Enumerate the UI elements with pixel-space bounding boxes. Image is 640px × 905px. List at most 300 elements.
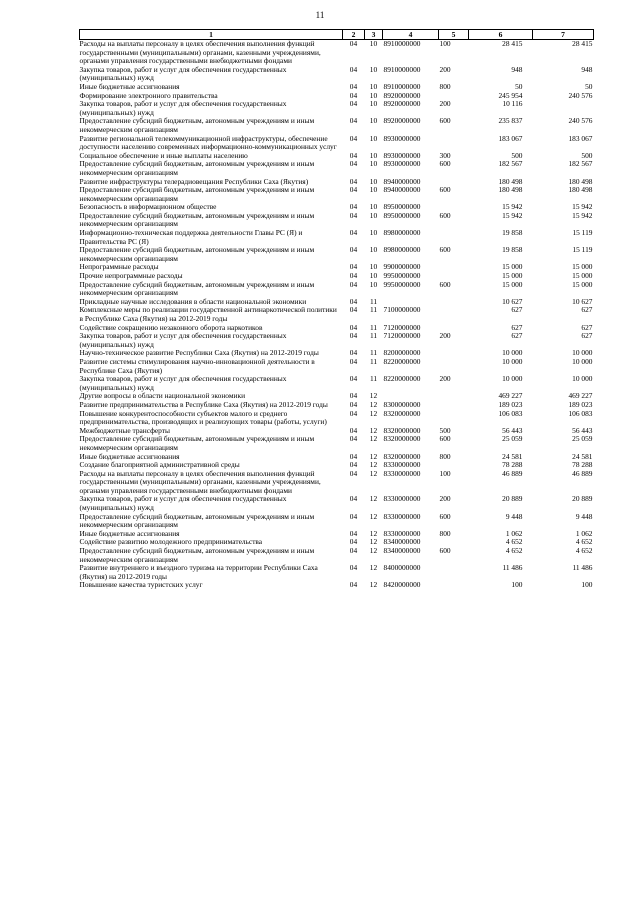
row-target-article: 8930000000 xyxy=(383,133,421,143)
row-amount-2: 182 567 xyxy=(568,159,593,169)
row-target-article: 8330000000 xyxy=(383,468,421,478)
row-amount-1: 627 xyxy=(511,322,523,332)
row-expense-type xyxy=(439,229,469,246)
row-amount-1: 9 448 xyxy=(505,511,523,521)
table-row xyxy=(80,135,594,152)
row-target-article: 8330000000 xyxy=(383,494,421,504)
table-row xyxy=(80,281,594,298)
row-target-article: 9950000000 xyxy=(383,271,421,281)
row-name: Закупка товаров, работ и услуг для обеспечения государственных (муниципальных) нужд xyxy=(79,99,287,117)
table-row xyxy=(80,547,594,564)
row-amount-1: 15 942 xyxy=(502,202,523,212)
row-name: Социальное обеспечение и иные выплаты населению xyxy=(79,150,248,160)
row-subsection: 10 xyxy=(369,64,378,74)
row-name: Содействие развитию молодежного предпринимательства xyxy=(79,537,263,547)
table-row xyxy=(80,332,594,349)
row-name: Содействие сокращению незаконного оборота наркотиков xyxy=(79,322,263,332)
row-target-article: 8920000000 xyxy=(383,90,421,100)
row-section: 04 xyxy=(349,580,358,590)
row-section: 04 xyxy=(349,202,358,212)
row-target-article: 8330000000 xyxy=(383,511,421,521)
row-amount-2: 106 083 xyxy=(568,408,593,418)
page-number: 11 xyxy=(315,10,325,20)
row-subsection: 10 xyxy=(369,133,378,143)
row-amount-1: 469 227 xyxy=(498,391,523,401)
row-section: 04 xyxy=(349,279,358,289)
row-target-article: 7100000000 xyxy=(383,305,421,315)
row-subsection: 10 xyxy=(369,159,378,169)
row-subsection: 10 xyxy=(369,39,378,48)
row-target-article: 8320000000 xyxy=(383,425,421,435)
row-amount-1: 4 652 xyxy=(505,546,523,556)
row-amount-1: 10 000 xyxy=(502,356,523,366)
row-expense-type: 800 xyxy=(439,81,451,91)
row-subsection: 10 xyxy=(369,271,378,281)
row-amount-2: 9 448 xyxy=(575,511,593,521)
row-target-article: 8940000000 xyxy=(383,176,421,186)
row-expense-type: 200 xyxy=(439,64,451,74)
row-section: 04 xyxy=(349,374,358,384)
row-name: Развитие региональной телекоммуникационной инфраструктуры, обеспечение доступности населению современных информационно-коммуникационных услуг xyxy=(79,133,337,152)
row-expense-type: 800 xyxy=(439,528,451,538)
row-expense-type: 300 xyxy=(439,150,451,160)
row-section: 04 xyxy=(349,39,358,48)
row-subsection: 10 xyxy=(369,90,378,100)
row-amount-2: 56 443 xyxy=(572,425,593,435)
row-subsection: 11 xyxy=(369,296,378,306)
row-expense-type xyxy=(439,564,469,581)
row-amount-2: 15 942 xyxy=(572,210,593,220)
row-amount-2: 1 062 xyxy=(575,528,593,538)
row-amount-2: 10 000 xyxy=(572,356,593,366)
row-amount-1: 4 652 xyxy=(505,537,523,547)
row-section: 04 xyxy=(349,150,358,160)
row-amount-2: 240 576 xyxy=(568,116,593,126)
row-target-article: 8220000000 xyxy=(383,374,421,384)
row-subsection: 12 xyxy=(369,494,378,504)
row-section: 04 xyxy=(349,425,358,435)
row-section: 04 xyxy=(349,460,358,470)
row-name: Создание благоприятной административной среды xyxy=(79,460,240,470)
row-target-article: 8950000000 xyxy=(383,202,421,212)
table-row xyxy=(80,564,594,581)
row-subsection: 12 xyxy=(369,425,378,435)
row-expense-type xyxy=(439,358,469,375)
row-subsection: 12 xyxy=(369,511,378,521)
row-section: 04 xyxy=(349,322,358,332)
row-amount-2: 25 059 xyxy=(572,434,593,444)
row-amount-2: 50 xyxy=(585,81,593,91)
row-subsection: 12 xyxy=(369,451,378,461)
row-target-article: 8420000000 xyxy=(383,580,421,590)
row-target-article: 8930000000 xyxy=(383,159,421,169)
row-section: 04 xyxy=(349,494,358,504)
row-amount-1: 25 059 xyxy=(502,434,523,444)
row-section: 04 xyxy=(349,116,358,126)
row-expense-type: 600 xyxy=(439,434,451,444)
row-expense-type xyxy=(439,392,469,401)
row-name: Предоставление субсидий бюджетным, автономным учреждениям и иным некоммерческим организациям xyxy=(79,116,315,134)
row-expense-type xyxy=(439,581,469,590)
row-amount-2: 627 xyxy=(581,322,593,332)
row-amount-2: 15 000 xyxy=(572,262,593,272)
row-amount-1: 245 954 xyxy=(498,90,523,100)
row-section: 04 xyxy=(349,356,358,366)
row-name: Предоставление субсидий бюджетным, автономным учреждениям и иным некоммерческим организациям xyxy=(79,546,315,564)
row-amount-2: 15 000 xyxy=(572,279,593,289)
table-body xyxy=(80,40,594,591)
row-section: 04 xyxy=(349,262,358,272)
row-subsection: 10 xyxy=(369,116,378,126)
row-amount-2: 15 119 xyxy=(572,245,593,255)
row-amount-1: 46 889 xyxy=(502,468,523,478)
table-row xyxy=(80,495,594,512)
row-amount-2: 948 xyxy=(581,64,593,74)
row-subsection: 12 xyxy=(369,580,378,590)
row-section: 04 xyxy=(349,99,358,109)
table-row xyxy=(80,435,594,452)
row-section: 04 xyxy=(349,331,358,341)
row-target-article: 8950000000 xyxy=(383,210,421,220)
row-name: Развитие инфраструктуры телерадиовещания Республики Саха (Якутия) xyxy=(79,176,309,186)
row-amount-2: 4 652 xyxy=(575,546,593,556)
table-row xyxy=(80,410,594,427)
row-target-article: 9900000000 xyxy=(383,262,421,272)
row-target-article: 8980000000 xyxy=(383,245,421,255)
row-name: Развитие предпринимательства в Республике Саха (Якутия) на 2012-2019 годы xyxy=(79,399,328,409)
row-section: 04 xyxy=(349,296,358,306)
row-section: 04 xyxy=(349,528,358,538)
column-header-target-article: 4 xyxy=(383,30,439,40)
row-amount-1: 11 486 xyxy=(502,563,523,573)
row-expense-type xyxy=(439,401,469,410)
row-section: 04 xyxy=(349,64,358,74)
row-section: 04 xyxy=(349,133,358,143)
row-subsection: 10 xyxy=(369,81,378,91)
row-amount-1: 19 858 xyxy=(502,245,523,255)
row-subsection: 12 xyxy=(369,537,378,547)
row-subsection: 12 xyxy=(369,460,378,470)
row-amount-1: 106 083 xyxy=(498,408,523,418)
row-amount-2: 10 000 xyxy=(572,348,593,358)
row-amount-2: 183 067 xyxy=(568,133,593,143)
row-expense-type: 200 xyxy=(439,494,451,504)
row-name: Информационно-техническая поддержка деятельности Главы РС (Я) и Правительства РС (Я) xyxy=(79,228,303,246)
row-amount-2 xyxy=(533,100,594,117)
row-expense-type xyxy=(439,306,469,323)
row-amount-2: 20 889 xyxy=(572,494,593,504)
row-subsection: 10 xyxy=(369,228,378,238)
row-subsection: 10 xyxy=(369,150,378,160)
row-amount-2: 46 889 xyxy=(572,468,593,478)
row-name: Расходы на выплаты персоналу в целях обеспечения выполнения функций государственными (муниципальными) органами, казенными учреждениями, органами управления государственными внебюджетными фондами xyxy=(79,468,321,495)
row-name: Развитие внутреннего и въездного туризма на территории Республики Саха (Якутия) на 2012-2019 годы xyxy=(79,563,318,581)
row-name: Предоставление субсидий бюджетным, автономным учреждениям и иным некоммерческим организациям xyxy=(79,210,315,229)
row-subsection: 11 xyxy=(369,331,378,341)
row-section: 04 xyxy=(349,90,358,100)
row-amount-1: 15 000 xyxy=(502,262,523,272)
row-target-article: 8930000000 xyxy=(383,150,421,160)
row-name: Прикладные научные исследования в области национальной экономики xyxy=(79,296,307,306)
row-name: Непрограммные расходы xyxy=(79,262,159,272)
column-header-amount-1: 6 xyxy=(469,30,533,40)
row-amount-1: 100 xyxy=(511,580,523,590)
row-amount-1: 627 xyxy=(511,305,523,315)
row-name: Предоставление субсидий бюджетным, автономным учреждениям и иным некоммерческим организациям xyxy=(79,185,315,203)
column-header-subsection: 3 xyxy=(365,30,383,40)
row-expense-type: 200 xyxy=(439,99,451,109)
row-amount-1: 15 000 xyxy=(502,279,523,289)
row-subsection: 11 xyxy=(369,374,378,384)
row-amount-1: 235 837 xyxy=(498,116,523,126)
row-name: Научно-техническое развитие Республики Саха (Якутия) на 2012-2019 годы xyxy=(79,348,319,358)
row-amount-1: 15 000 xyxy=(502,271,523,281)
table-row xyxy=(80,246,594,263)
row-name: Формирование электронного правительства xyxy=(79,90,218,100)
table-row xyxy=(80,160,594,177)
row-amount-2: 4 652 xyxy=(575,537,593,547)
row-expense-type xyxy=(439,263,469,272)
row-section: 04 xyxy=(349,563,358,573)
row-amount-1: 500 xyxy=(511,150,523,160)
row-section: 04 xyxy=(349,228,358,238)
row-subsection: 12 xyxy=(369,468,378,478)
row-name: Предоставление субсидий бюджетным, автономным учреждениям и иным некоммерческим организациям xyxy=(79,245,315,263)
row-target-article: 8300000000 xyxy=(383,399,421,409)
table-row xyxy=(80,212,594,229)
row-expense-type: 600 xyxy=(439,116,451,126)
row-amount-1: 10 000 xyxy=(502,374,523,384)
row-target-article: 8920000000 xyxy=(383,116,421,126)
row-amount-1: 78 288 xyxy=(502,460,523,470)
table-row xyxy=(80,100,594,117)
row-name: Закупка товаров, работ и услуг для обеспечения государственных (муниципальных) нужд xyxy=(79,494,287,513)
row-target-article: 8330000000 xyxy=(383,528,421,538)
row-target-article: 8920000000 xyxy=(383,99,421,109)
row-amount-1: 24 581 xyxy=(502,451,523,461)
row-expense-type: 100 xyxy=(439,39,451,48)
row-subsection: 10 xyxy=(369,262,378,272)
row-amount-2: 240 576 xyxy=(568,90,593,100)
row-subsection: 10 xyxy=(369,99,378,109)
row-name: Предоставление субсидий бюджетным, автономным учреждениям и иным некоммерческим организациям xyxy=(79,159,315,177)
table-row xyxy=(80,306,594,323)
row-amount-2: 627 xyxy=(581,331,593,341)
row-name: Другие вопросы в области национальной экономики xyxy=(79,391,246,401)
row-expense-type: 200 xyxy=(439,374,451,384)
row-subsection: 12 xyxy=(369,546,378,556)
row-target-article: 8400000000 xyxy=(383,563,421,573)
row-amount-1: 50 xyxy=(515,81,523,91)
row-expense-type: 600 xyxy=(439,210,451,220)
row-amount-2: 10 000 xyxy=(572,374,593,384)
row-subsection: 12 xyxy=(369,434,378,444)
row-amount-1: 10 627 xyxy=(502,296,523,306)
row-section: 04 xyxy=(349,408,358,418)
row-name: Предоставление субсидий бюджетным, автономным учреждениям и иным некоммерческим организациям xyxy=(79,279,315,298)
row-section: 04 xyxy=(349,176,358,186)
row-target-article: 8340000000 xyxy=(383,546,421,556)
row-expense-type: 600 xyxy=(439,159,451,169)
row-amount-2: 180 498 xyxy=(568,176,593,186)
row-expense-type xyxy=(439,298,469,307)
row-expense-type xyxy=(439,135,469,152)
row-amount-1: 10 000 xyxy=(502,348,523,358)
row-name: Безопасность в информационном обществе xyxy=(79,202,217,212)
row-expense-type: 100 xyxy=(439,468,451,478)
row-name: Иные бюджетные ассигнования xyxy=(79,528,180,538)
row-section: 04 xyxy=(349,271,358,281)
row-amount-2: 189 023 xyxy=(568,399,593,409)
row-subsection: 12 xyxy=(369,391,378,401)
column-header-expense-type: 5 xyxy=(439,30,469,40)
column-header-amount-2: 7 xyxy=(533,30,594,40)
row-subsection: 10 xyxy=(369,279,378,289)
row-target-article: 8940000000 xyxy=(383,185,421,195)
row-name: Прочие непрограммные расходы xyxy=(79,271,183,281)
row-subsection: 11 xyxy=(369,356,378,366)
row-target-article: 8980000000 xyxy=(383,228,421,238)
table-row xyxy=(80,375,594,392)
row-subsection: 10 xyxy=(369,245,378,255)
row-subsection: 11 xyxy=(369,305,378,315)
row-target-article: 8340000000 xyxy=(383,537,421,547)
table-row xyxy=(80,581,594,590)
row-subsection: 11 xyxy=(369,348,378,358)
row-name: Расходы на выплаты персоналу в целях обеспечения выполнения функций государственными (муниципальными) органами, казенными учреждениями, органами управления государственными внебюджетными фондами xyxy=(79,39,321,66)
row-amount-1: 56 443 xyxy=(502,425,523,435)
row-amount-1: 28 415 xyxy=(502,39,523,48)
row-section: 04 xyxy=(349,245,358,255)
row-amount-1: 19 858 xyxy=(502,228,523,238)
table-header xyxy=(80,30,594,40)
row-section: 04 xyxy=(349,546,358,556)
row-amount-2: 500 xyxy=(581,150,593,160)
row-target-article: 8320000000 xyxy=(383,434,421,444)
row-name: Иные бюджетные ассигнования xyxy=(79,81,180,91)
row-section: 04 xyxy=(349,399,358,409)
row-name: Закупка товаров, работ и услуг для обеспечения государственных (муниципальных) нужд xyxy=(79,64,287,83)
row-name: Предоставление субсидий бюджетным, автономным учреждениям и иным некоммерческим организациям xyxy=(79,511,315,530)
row-target-article: 8200000000 xyxy=(383,348,421,358)
row-subsection: 10 xyxy=(369,202,378,212)
row-subsection: 11 xyxy=(369,322,378,332)
row-expense-type xyxy=(439,349,469,358)
row-target-article: 8320000000 xyxy=(383,408,421,418)
row-name: Межбюджетные трансферты xyxy=(79,425,170,435)
row-expense-type: 600 xyxy=(439,185,451,195)
row-amount-2: 78 288 xyxy=(572,460,593,470)
row-amount-1: 948 xyxy=(511,64,523,74)
table-row xyxy=(80,229,594,246)
row-target-article: 8910000000 xyxy=(383,64,421,74)
row-name: Повышение качества туристских услуг xyxy=(79,580,203,590)
row-amount-2: 15 942 xyxy=(572,202,593,212)
row-amount-1: 182 567 xyxy=(498,159,523,169)
row-amount-2: 15 000 xyxy=(572,271,593,281)
row-subsection: 12 xyxy=(369,528,378,538)
row-section: 04 xyxy=(349,305,358,315)
row-name: Закупка товаров, работ и услуг для обеспечения государственных (муниципальных) нужд xyxy=(79,331,287,349)
row-amount-1: 15 942 xyxy=(502,210,523,220)
table-row xyxy=(80,186,594,203)
row-amount-1: 180 498 xyxy=(498,185,523,195)
row-subsection: 10 xyxy=(369,185,378,195)
row-amount-1: 1 062 xyxy=(505,528,523,538)
budget-table xyxy=(79,29,594,590)
row-expense-type xyxy=(439,410,469,427)
row-amount-1: 189 023 xyxy=(498,399,523,409)
table-row xyxy=(80,66,594,83)
column-header-section: 2 xyxy=(343,30,365,40)
row-subsection: 10 xyxy=(369,176,378,186)
row-amount-2: 180 498 xyxy=(568,185,593,195)
row-target-article: 8330000000 xyxy=(383,460,421,470)
row-target-article: 8910000000 xyxy=(383,39,421,48)
row-name: Комплексные меры по реализации государственной антинаркотической политики в Республике Саха (Якутия) на 2012-2019 годы xyxy=(79,305,337,323)
row-amount-2: 24 581 xyxy=(572,451,593,461)
row-target-article: 7120000000 xyxy=(383,331,421,341)
row-amount-1: 180 498 xyxy=(498,176,523,186)
row-expense-type: 600 xyxy=(439,546,451,556)
row-section: 04 xyxy=(349,451,358,461)
row-expense-type: 600 xyxy=(439,279,451,289)
row-amount-2: 15 119 xyxy=(572,228,593,238)
table-row xyxy=(80,40,594,66)
row-amount-2: 11 486 xyxy=(572,563,593,573)
row-amount-1: 10 116 xyxy=(502,99,523,109)
row-subsection: 12 xyxy=(369,408,378,418)
row-expense-type: 500 xyxy=(439,425,451,435)
row-name: Развитие системы стимулирования научно-инновационной деятельности в Республике Саха (Якутия) xyxy=(79,356,315,375)
row-name: Иные бюджетные ассигнования xyxy=(79,451,180,461)
row-expense-type: 600 xyxy=(439,245,451,255)
row-target-article: 7120000000 xyxy=(383,322,421,332)
row-name: Закупка товаров, работ и услуг для обеспечения государственных (муниципальных) нужд xyxy=(79,374,287,392)
row-target-article: 8220000000 xyxy=(383,356,421,366)
row-subsection: 12 xyxy=(369,563,378,573)
row-name: Повышение конкурентоспособности субъектов малого и среднего предпринимательства, производящих и реализующих товары (работы, услуги) xyxy=(79,408,327,427)
row-expense-type: 600 xyxy=(439,511,451,521)
row-section: 04 xyxy=(349,210,358,220)
row-target-article: 8320000000 xyxy=(383,451,421,461)
table-row xyxy=(80,358,594,375)
row-section: 04 xyxy=(349,537,358,547)
row-section: 04 xyxy=(349,81,358,91)
row-amount-2: 627 xyxy=(581,305,593,315)
row-section: 04 xyxy=(349,159,358,169)
row-amount-1: 20 889 xyxy=(502,494,523,504)
row-section: 04 xyxy=(349,348,358,358)
row-amount-2: 28 415 xyxy=(572,39,593,48)
row-section: 04 xyxy=(349,391,358,401)
row-subsection: 10 xyxy=(369,210,378,220)
row-expense-type: 800 xyxy=(439,451,451,461)
row-section: 04 xyxy=(349,185,358,195)
row-amount-2: 10 627 xyxy=(572,296,593,306)
row-amount-2: 100 xyxy=(581,580,593,590)
row-amount-1: 627 xyxy=(511,331,523,341)
row-target-article: 8910000000 xyxy=(383,81,421,91)
row-expense-type: 200 xyxy=(439,331,451,341)
row-section: 04 xyxy=(349,468,358,478)
column-header-name: 1 xyxy=(80,30,343,40)
row-section: 04 xyxy=(349,511,358,521)
row-name: Предоставление субсидий бюджетным, автономным учреждениям и иным некоммерческим организациям xyxy=(79,434,315,452)
row-amount-2: 469 227 xyxy=(568,391,593,401)
table-row xyxy=(80,470,594,496)
row-section: 04 xyxy=(349,434,358,444)
